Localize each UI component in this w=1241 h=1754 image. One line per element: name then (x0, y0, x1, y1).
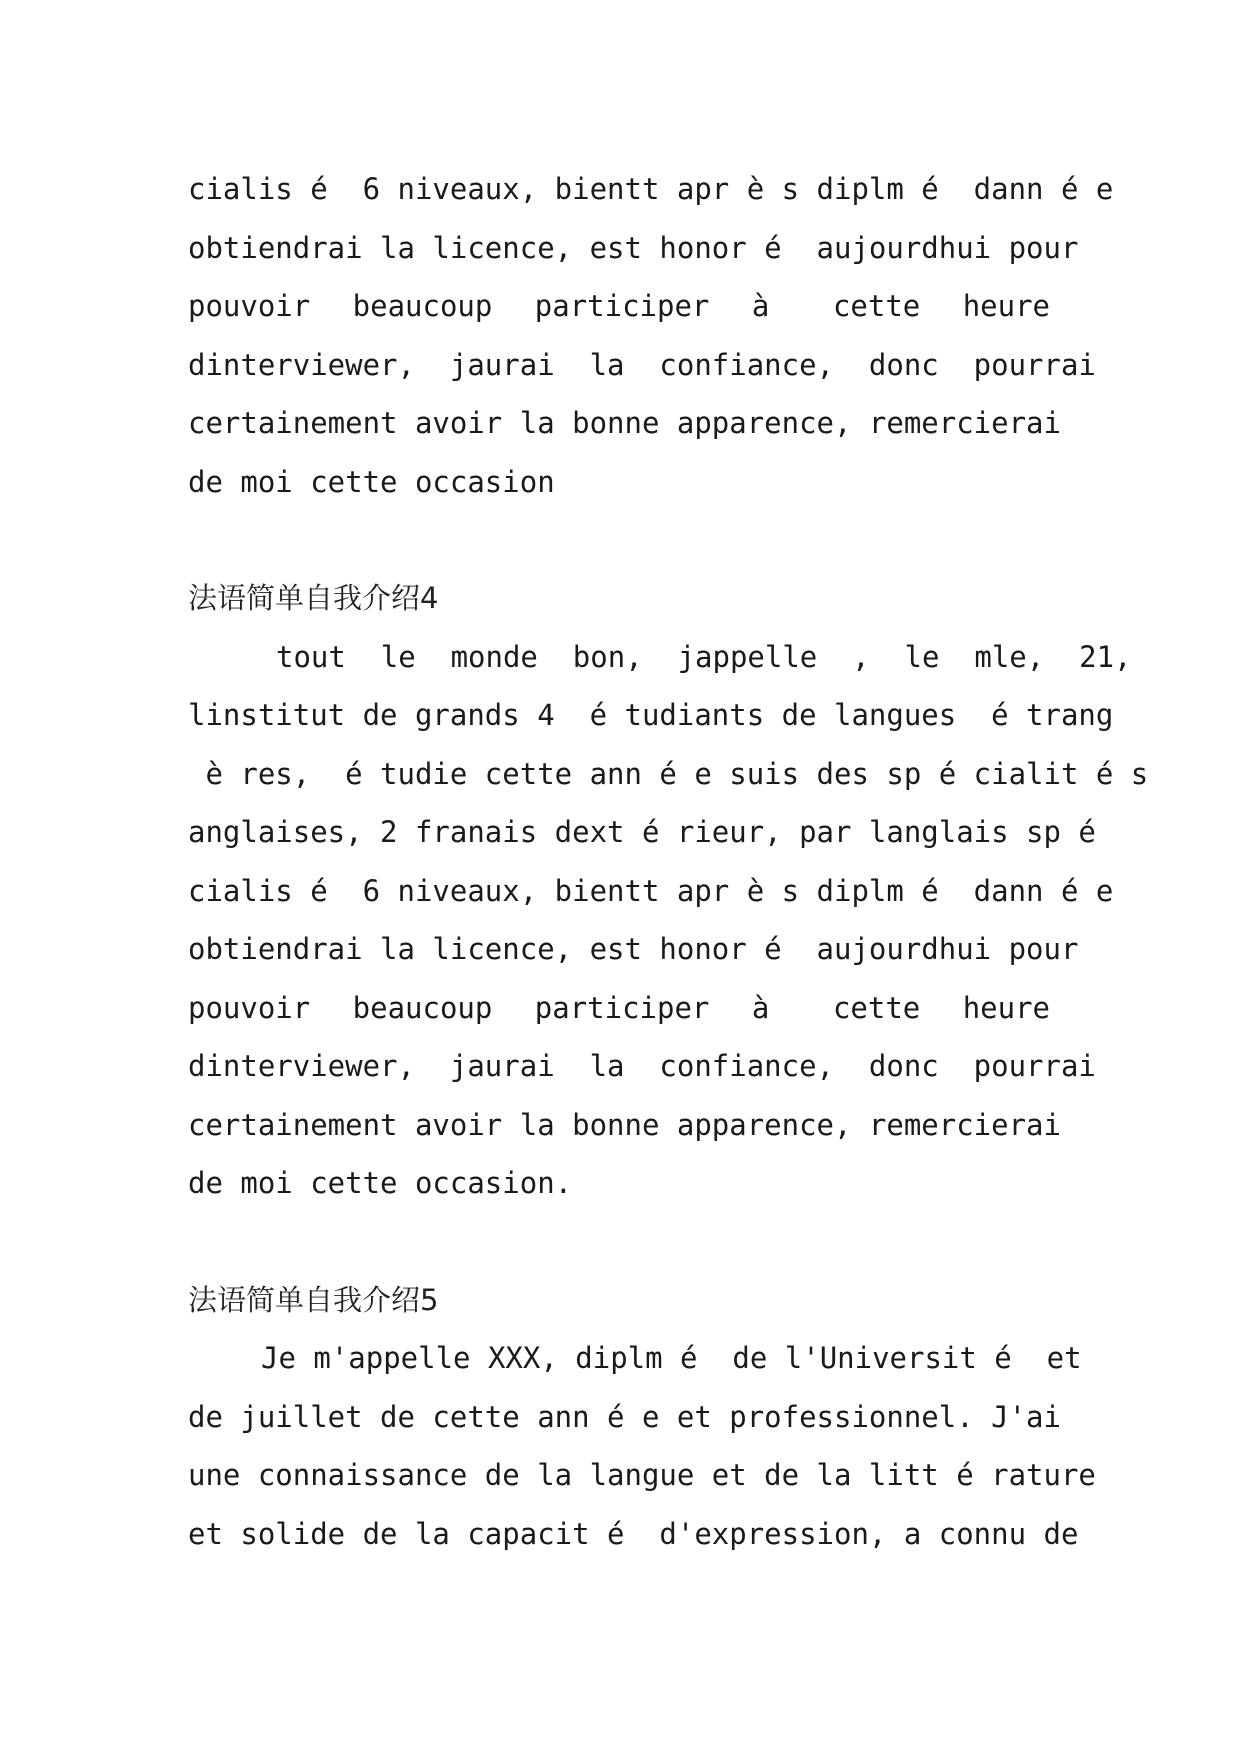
text-line: une connaissance de la langue et de la litt é rature (188, 1458, 1096, 1492)
text-line: è res, é tudie cette ann é e suis des sp é cialit é s (188, 756, 1149, 791)
section-heading-4: 法语简单自我介绍4 (188, 581, 439, 615)
text-line: tout le monde bon, jappelle , le mle, 21, (276, 639, 1132, 674)
paragraph-section-4 (188, 628, 1149, 1213)
text-line: anglaises, 2 franais dext é rieur, par langlais sp é (188, 815, 1096, 849)
section-gap (188, 1213, 1050, 1271)
text-line: de juillet de cette ann é e et professionnel. J'ai (188, 1399, 1061, 1434)
text-line: certainement avoir la bonne apparence, remercierai (188, 1107, 1061, 1142)
text-line: cialis é 6 niveaux, bientt apr è s diplm é dann é e (188, 873, 1114, 908)
text-line: dinterviewer, jaurai la confiance, donc pourrai (188, 347, 1096, 382)
text-line: certainement avoir la bonne apparence, remercierai (188, 406, 1061, 440)
text-line: de moi cette occasion. (188, 1166, 573, 1200)
text-line: obtiendrai la licence, est honor é aujourdhui pour (188, 932, 1079, 966)
text-line: obtiendrai la licence, est honor é aujourdhui pour (188, 230, 1079, 265)
text-line: Je m'appelle XXX, diplm é de l'Universit é et (261, 1341, 1082, 1375)
text-line: et solide de la capacit é d'expression, a connu de (188, 1516, 1079, 1551)
text-line: pouvoir beaucoup participer à cette heure (188, 289, 1050, 323)
section-gap (188, 511, 1050, 569)
section-heading-5: 法语简单自我介绍5 (188, 1282, 439, 1317)
text-line: cialis é 6 niveaux, bientt apr è s diplm é dann é e (188, 172, 1114, 206)
document-body (188, 160, 1149, 1563)
paragraph-continuation (188, 160, 1114, 511)
text-line: dinterviewer, jaurai la confiance, donc pourrai (188, 1049, 1096, 1083)
paragraph-section-5 (188, 1329, 1096, 1563)
text-line: pouvoir beaucoup participer à cette heure (188, 990, 1050, 1025)
text-line: de moi cette occasion (188, 464, 555, 499)
text-line: linstitut de grands 4 é tudiants de langues é trang (188, 698, 1114, 732)
